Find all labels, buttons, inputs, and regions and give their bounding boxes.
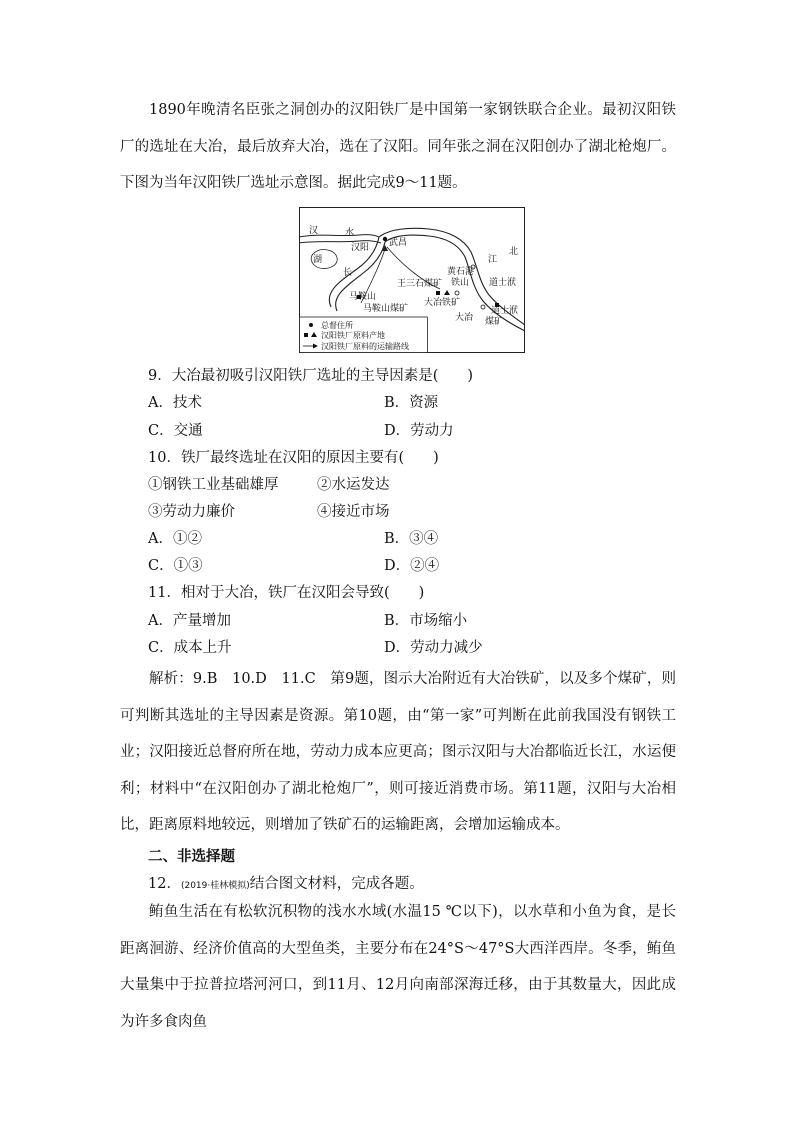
- map-label-huangshigang: 黄石港: [447, 267, 475, 277]
- legend-route-label: 汉阳铁厂原料的运输路线: [321, 342, 409, 351]
- analysis-paragraph: 解析：9.B 10.D 11.C 第9题，图示大冶附近有大冶铁矿，以及多个煤矿，则可判断其选址的主导因素是资源。第10题，由“第一家”可判断在此前我国没有钢铁工业；汉阳接近总督府所在地，劳动力成本应更高；图示汉阳与大冶都临近长江，水运便利；材料中“在汉阳创办了湖北枪炮厂”，则可接近消费市场。第11题，汉阳与大冶相比，距离原料地较远，则增加了铁矿石的运输距离，会增加运输成本。: [120, 671, 676, 833]
- q11-option-b: B．市场缩小: [384, 613, 468, 629]
- map-label-tieshan: 铁山: [451, 278, 470, 288]
- q9-option-c: C．交通: [148, 423, 203, 439]
- hanyang-ironworks-location-map: [299, 207, 525, 353]
- q11-option-a: A．产量增加: [148, 613, 231, 629]
- q12-number: 12．: [148, 876, 181, 892]
- map-label-hanyang: 汉阳: [351, 243, 370, 253]
- q10-item-4: ④接近市场: [317, 504, 390, 520]
- q10-option-d: D．②④: [384, 558, 440, 574]
- map-label-wangsanshi: 王三石煤矿: [397, 279, 443, 289]
- q9-option-b: B．资源: [384, 395, 439, 411]
- map-label-han: 汉: [309, 226, 319, 236]
- q12-source: (2019·桂林模拟): [180, 881, 250, 891]
- map-label-wuchang: 武昌: [389, 238, 408, 248]
- q11-option-c: C．成本上升: [148, 640, 232, 656]
- q10-option-c: C．①③: [148, 558, 203, 574]
- q10-option-b: B．③④: [384, 531, 439, 547]
- map-label-hu: 湖: [313, 255, 323, 265]
- q12-stem: 结合图文材料，完成各题。: [249, 876, 424, 892]
- wangsanshi-coal-mine-icon: [436, 291, 440, 295]
- q10-item-3: ③劳动力廉价: [148, 504, 235, 520]
- q9-stem: 9．大冶最初吸引汉阳铁厂选址的主导因素是( ): [148, 368, 474, 384]
- legend-residence-icon: [309, 323, 313, 327]
- map-label-chang: 长: [343, 268, 353, 278]
- legend-residence-label: 总督住所: [321, 321, 353, 330]
- map-label-daoshixi-mine: 道士洑: [491, 306, 519, 316]
- q12-line: [148, 872, 424, 893]
- legend-material-square-icon: [304, 333, 308, 337]
- intro-paragraph: 1890年晚清名臣张之洞创办的汉阳铁厂是中国第一家钢铁联合企业。最初汉阳铁厂的选址在大冶，最后放弃大冶，选在了汉阳。同年张之洞在汉阳创办了湖北枪炮厂。下图为当年汉阳铁厂选址示意图。据此完成9～11题。: [120, 102, 676, 191]
- q12-material-paragraph: 鲔鱼生活在有松软沉积物的浅水水域(水温15 ℃以下)，以水草和小鱼为食，是长距离洄游、经济价值高的大型鱼类，主要分布在24°S～47°S大西洋西岸。冬季，鲔鱼大量集中于拉普拉塔河河口，到11月、12月向南部深海迁移，由于其数量大，因此成为许多食肉鱼: [120, 904, 676, 1030]
- legend-material-label: 汉阳铁厂原料产地: [321, 331, 385, 340]
- map-label-bei: 北: [509, 247, 519, 257]
- section-heading: 二、非选择题: [148, 848, 235, 865]
- q11-stem: 11．相对于大冶，铁厂在汉阳会导致( ): [148, 585, 425, 601]
- map-label-daye-iron: 大冶铁矿: [424, 298, 461, 308]
- q9-option-d: D．劳动力: [384, 423, 454, 439]
- q10-item-2: ②水运发达: [317, 477, 390, 493]
- q10-stem: 10．铁厂最终选址在汉阳的原因主要有( ): [148, 450, 439, 466]
- q11-option-d: D．劳动力减少: [384, 640, 483, 656]
- q10-item-1: ①钢铁工业基础雄厚: [148, 477, 279, 493]
- q9-option-a: A．技术: [148, 395, 202, 411]
- map-label-daoshixi-town: 道士洑: [489, 278, 517, 288]
- map-label-jiang: 江: [488, 255, 498, 265]
- map-label-maanshan: 马鞍山: [349, 292, 377, 302]
- map-label-shui: 水: [345, 228, 355, 238]
- map-label-maanshan-mine: 马鞍山煤矿: [363, 304, 409, 314]
- viceroy-residence-icon: [383, 237, 387, 241]
- map-label-mine-suffix: 煤矿: [485, 317, 504, 327]
- map-label-daye: 大冶: [455, 313, 474, 323]
- q10-option-a: A．①②: [148, 531, 202, 547]
